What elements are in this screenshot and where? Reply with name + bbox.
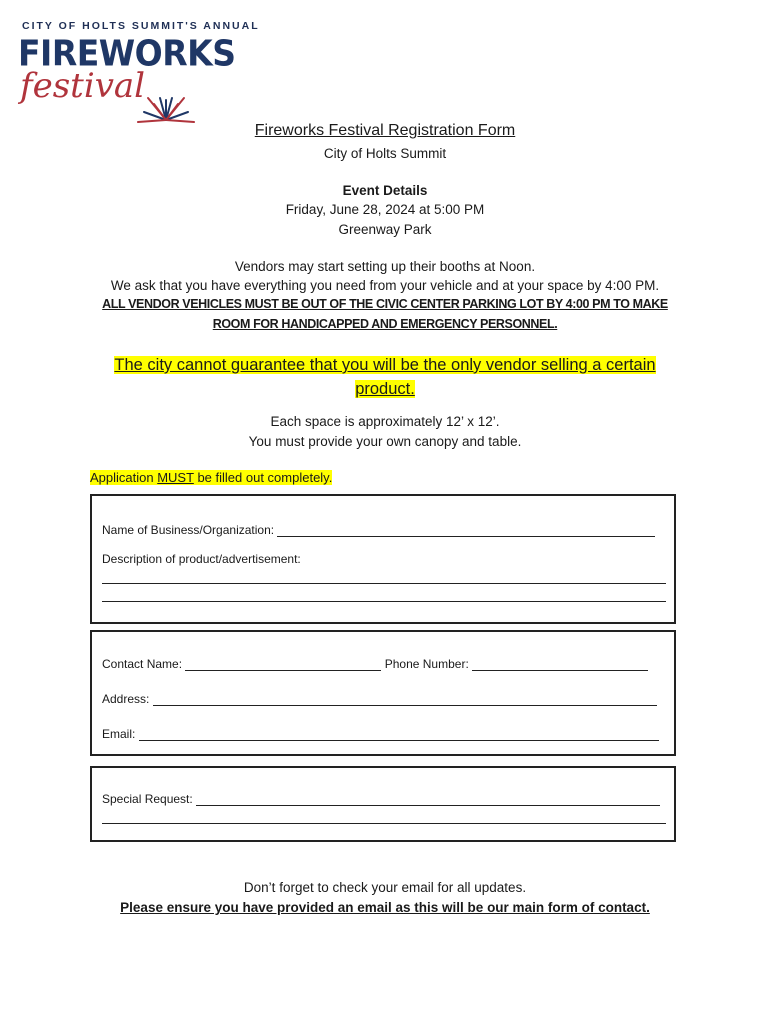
contact-name-label: Contact Name: [102,657,183,671]
contact-notice: Please ensure you have provided an email as this will be our main form of contact. [120,900,650,915]
guarantee-notice-line1: The city cannot guarantee that you will be the only vendor selling a certain [114,356,656,374]
space-size-text: Each space is approximately 12’ x 12’. [270,414,500,429]
email-label: Email: [102,727,136,741]
address-row [102,692,657,706]
form-subtitle: City of Holts Summit [323,146,447,161]
contact-info-section [90,630,676,756]
description-label: Description of product/advertisement: [102,552,301,566]
address-label: Address: [102,692,150,706]
canopy-table-text: You must provide your own canopy and table. [248,434,522,449]
email-field[interactable] [139,728,659,741]
festival-logo [18,20,260,110]
business-name-field[interactable] [277,524,655,537]
form-title: Fireworks Festival Registration Form [254,122,516,139]
event-date: Friday, June 28, 2024 at 5:00 PM [285,202,485,217]
logo-script-text: festival [20,66,146,106]
phone-number-label: Phone Number: [384,657,469,671]
vendor-setup-text: Vendors may start setting up their booths at Noon. [234,259,536,274]
description-row-1[interactable] [102,570,666,584]
event-location: Greenway Park [338,222,432,237]
special-request-section [90,766,676,842]
vehicle-warning-line1: ALL VENDOR VEHICLES MUST BE OUT OF THE CIVIC CENTER PARKING LOT BY 4:00 PM TO MAKE [102,297,668,311]
vehicle-warning-line2: ROOM FOR HANDICAPPED AND EMERGENCY PERSONNEL. [212,317,558,331]
event-details-heading: Event Details [342,183,428,198]
business-info-section [90,494,676,624]
guarantee-notice-line2: product. [355,380,415,398]
special-request-row-2[interactable] [102,810,666,824]
email-reminder: Don’t forget to check your email for all updates. [243,880,527,895]
business-name-label: Name of Business/Organization: [102,523,275,537]
description-row-2[interactable] [102,588,666,602]
special-request-field[interactable] [196,793,660,806]
contact-row [102,657,648,671]
firework-burst-icon [126,60,206,126]
logo-main-text: FIREWORKS [18,32,236,75]
address-field[interactable] [153,693,657,706]
contact-name-field[interactable] [185,658,381,671]
application-requirement: Application MUST be filled out completely. [90,470,333,485]
special-request-row [102,792,660,806]
vendor-deadline-text: We ask that you have everything you need from your vehicle and at your space by 4:00 PM. [110,278,660,293]
special-request-label: Special Request: [102,792,193,806]
logo-top-text: CITY OF HOLTS SUMMIT'S ANNUAL [22,20,260,32]
phone-number-field[interactable] [472,658,648,671]
business-name-row [102,523,655,537]
email-row [102,727,659,741]
